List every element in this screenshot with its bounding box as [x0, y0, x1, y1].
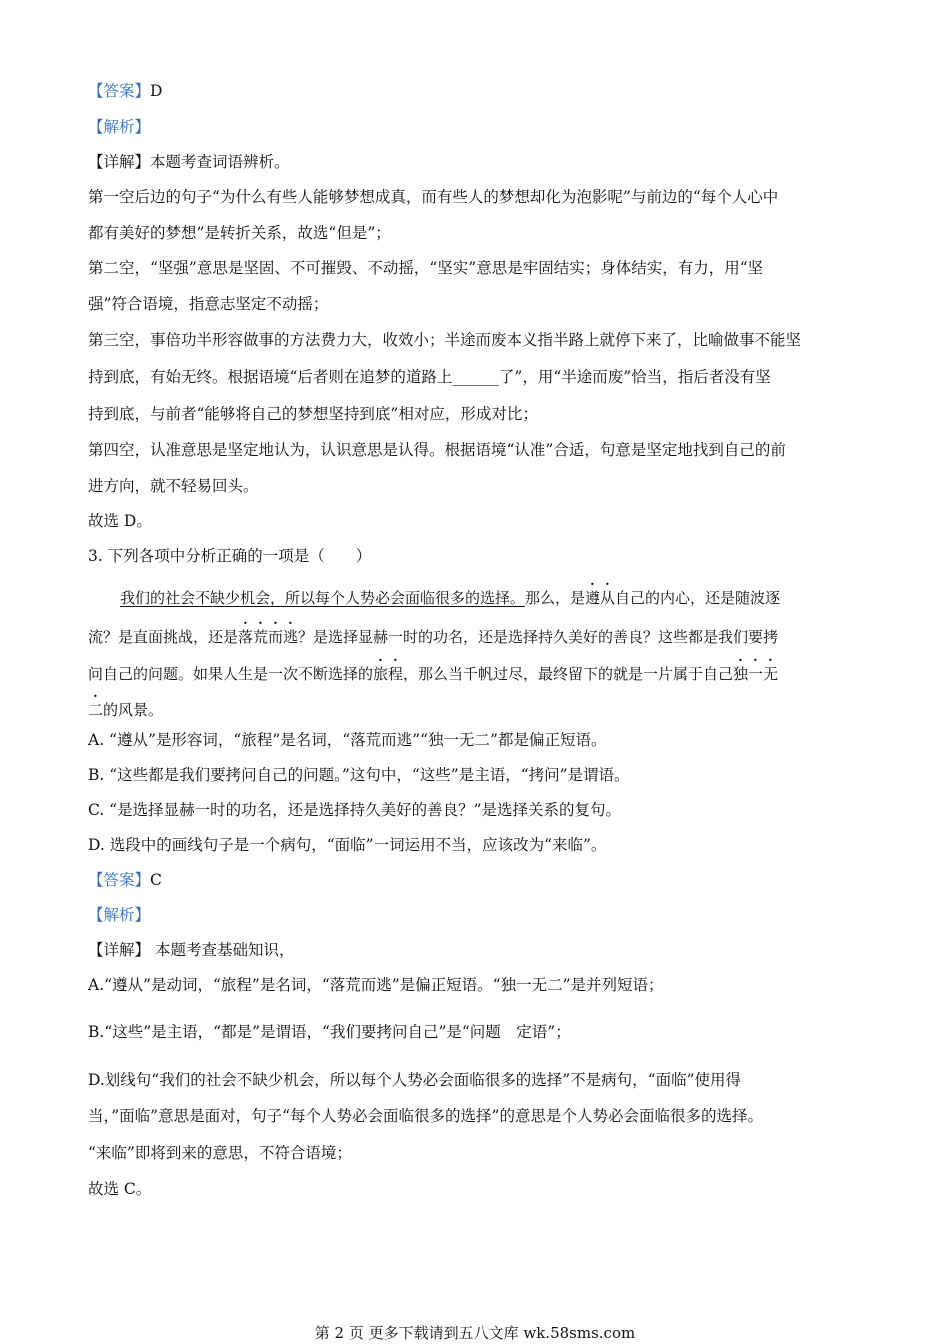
paragraph-line: 第二空，“坚强”意思是坚固、不可摧毁、不动摇，“坚实”意思是牢固结实；身体结实，有力，用“坚: [88, 259, 764, 277]
answer-value: C: [150, 871, 162, 889]
analysis-tag: 【解析】: [88, 906, 151, 924]
passage-line: [120, 580, 780, 608]
conclusion-line: 故选 D。: [88, 512, 152, 530]
paragraph-line: 第四空，认准意思是坚定地认为，认识意思是认得。根据语境“认准”合适，句意是坚定地找到自己的前: [88, 441, 786, 459]
detail-text: 本题考查基础知识，: [150, 941, 295, 959]
paragraph-line: 都有美好的梦想”是转折关系，故选“但是”；: [88, 224, 391, 242]
dotted-word: 独一无: [733, 665, 779, 683]
passage-line: [88, 656, 778, 684]
passage-line: [88, 619, 778, 647]
detail-tag: 【详解】: [88, 941, 151, 959]
detail-text: 本题考查词语辨析。: [150, 153, 290, 171]
conclusion-line: 故选 C。: [88, 1180, 152, 1198]
dotted-word: 遵从: [585, 589, 616, 607]
explanation-line: B.“这些”是主语，“都是”是谓语，“我们要拷问自己”是“问题 定语”；: [88, 1023, 571, 1041]
option-b: B. “这些都是我们要拷问自己的问题。”这句中，“这些”是主语，“拷问”是谓语。: [88, 766, 630, 784]
option-a: A. “遵从”是形容词，“旅程”是名词，“落荒而逃”“独一无二”都是偏正短语。: [88, 731, 607, 749]
passage-text: ，那么当千帆过尽，最终留下的就是一片属于自己: [403, 665, 734, 683]
paragraph-line: 持到底，有始无终。根据语境“后者则在追梦的道路上______了”，用“半途而废”恰当，指后者没有坚: [88, 368, 771, 386]
answer-line-q2: [88, 81, 162, 101]
dotted-word: 落荒而逃: [238, 628, 299, 646]
detail-tag: 【详解】: [88, 153, 151, 171]
passage-text: 问自己的问题。如果人生是一次不断选择的: [88, 665, 374, 683]
detail-line-q3: [88, 940, 294, 960]
answer-value: D: [150, 82, 163, 100]
question-title: 3. 下列各项中分析正确的一项是（ ）: [88, 547, 372, 565]
paragraph-line: 第三空，事倍功半形容做事的方法费力大，收效小；半途而废本义指半路上就停下来了，比喻做事不能坚: [88, 331, 802, 349]
passage-text: 自己的内心，还是随波逐: [615, 589, 781, 607]
passage-text: 那么，是: [525, 589, 586, 607]
underlined-sentence: 我们的社会不缺少机会，所以每个人势必会面临很多的选择。: [120, 589, 526, 607]
detail-line-q2: [88, 152, 290, 172]
passage-text: 流？是直面挑战，还是: [88, 628, 239, 646]
answer-line-q3: [88, 870, 162, 890]
analysis-tag: 【解析】: [88, 118, 151, 136]
paragraph-line: 持到底，与前者“能够将自己的梦想坚持到底”相对应，形成对比；: [88, 405, 538, 423]
answer-tag: 【答案】: [88, 82, 151, 100]
dotted-word: 旅程: [373, 665, 404, 683]
paragraph-line: 强”符合语境，指意志坚定不动摇；: [88, 295, 329, 313]
answer-tag: 【答案】: [88, 871, 151, 889]
passage-text: 的风景。: [103, 701, 164, 719]
option-c: C. “是选择显赫一时的功名，还是选择持久美好的善良？”是选择关系的复句。: [88, 801, 622, 819]
passage-text: ？是选择显赫一时的功名，还是选择持久美好的善良？这些都是我们要拷: [298, 628, 779, 646]
explanation-line: “来临”即将到来的意思，不符合语境；: [88, 1144, 352, 1162]
explanation-line: A.“遵从”是动词，“旅程”是名词，“落荒而逃”是偏正短语。“独一无二”是并列短语；: [88, 976, 664, 994]
page-footer: 第 2 页 更多下载请到五八文库 wk.58sms.com: [314, 1324, 636, 1342]
option-d: D. 选段中的画线句子是一个病句，“面临”一词运用不当，应该改为“来临”。: [88, 836, 607, 854]
paragraph-line: 第一空后边的句子“为什么有些人能够梦想成真，而有些人的梦想却化为泡影呢”与前边的“每个人心中: [88, 188, 779, 206]
explanation-line: 当，”面临”意思是面对，句子“每个人势必会面临很多的选择”的意思是个人势必会面临很多的选择。: [88, 1107, 763, 1125]
dotted-word: 二: [88, 701, 104, 719]
passage-line: [88, 692, 163, 720]
paragraph-line: 进方向，就不轻易回头。: [88, 477, 259, 495]
explanation-line: D.划线句“我们的社会不缺少机会，所以每个人势必会面临很多的选择”不是病句，“面临”使用得: [88, 1071, 742, 1089]
